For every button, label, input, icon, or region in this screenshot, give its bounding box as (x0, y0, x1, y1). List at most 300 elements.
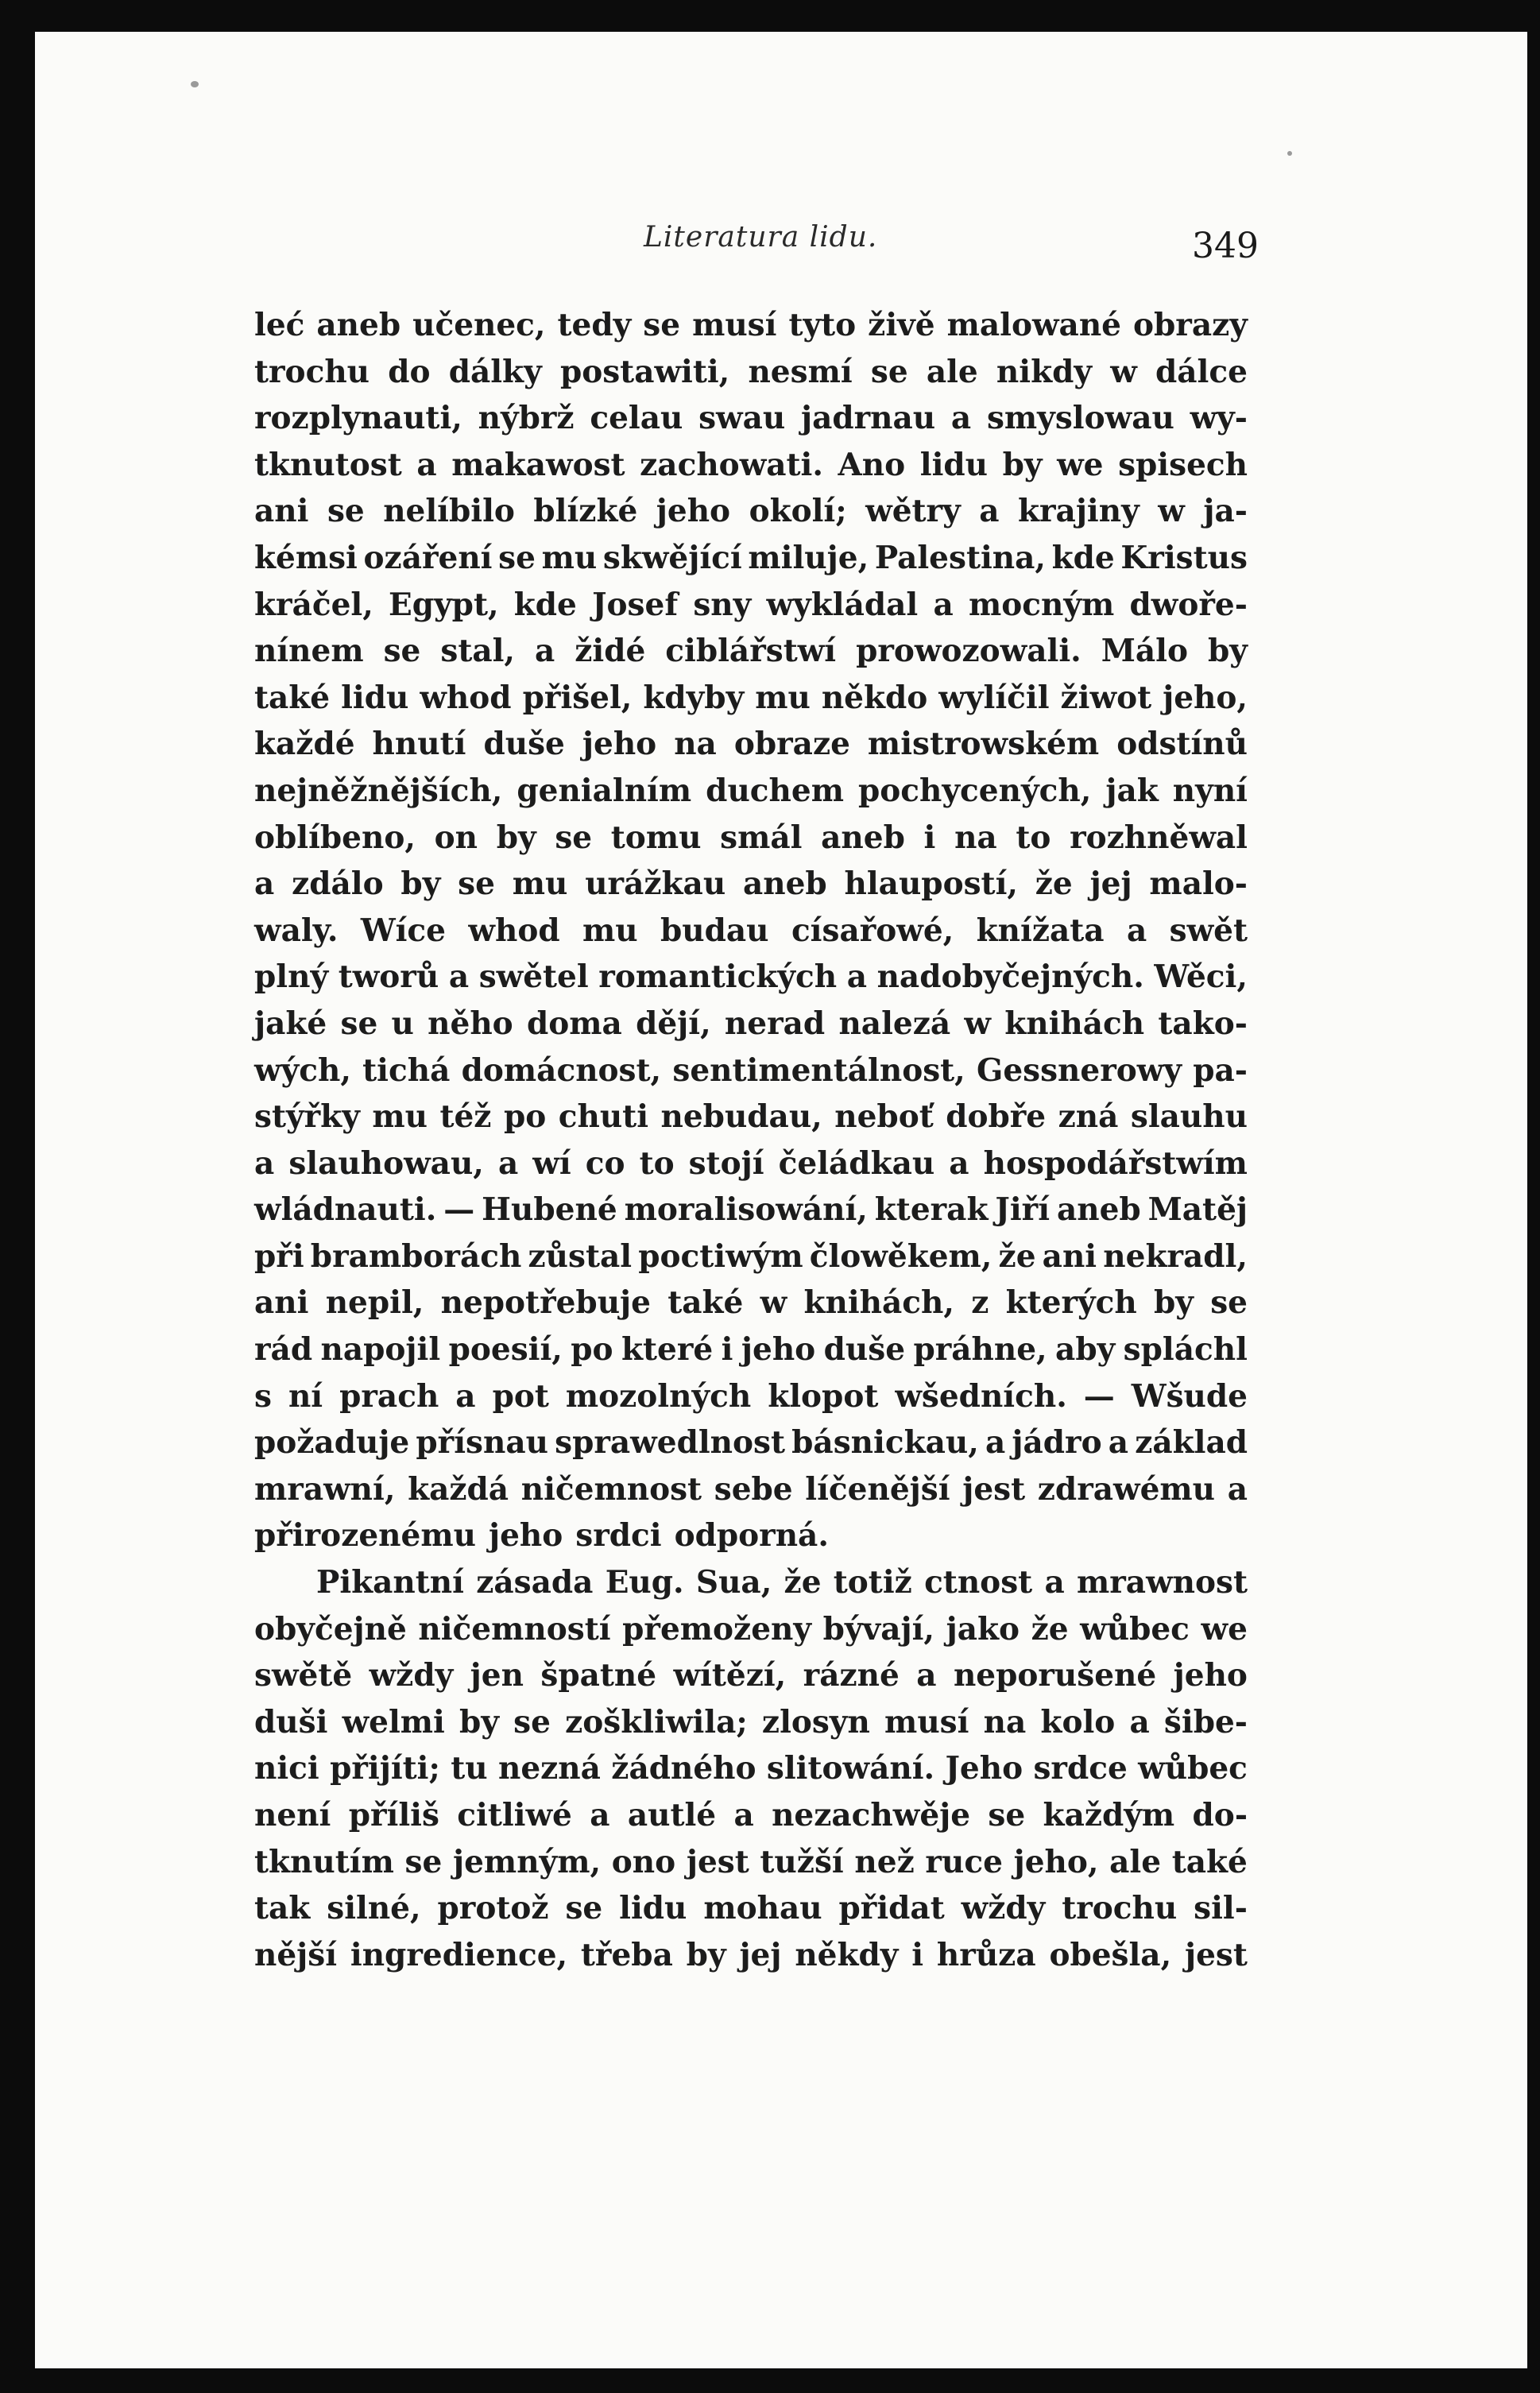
word: krajiny (1017, 493, 1140, 530)
word: ono (611, 1843, 676, 1880)
word: we (1201, 1610, 1248, 1648)
word: rozhněwal (1070, 819, 1248, 856)
word: swau (698, 400, 786, 437)
word: poctiwým (638, 1237, 803, 1275)
word: w (760, 1284, 787, 1322)
word: se (327, 493, 365, 530)
word: také (1171, 1843, 1248, 1880)
word: malowané (946, 307, 1121, 343)
word: musí (884, 1703, 969, 1741)
word: židé (575, 633, 646, 670)
word: i (911, 1936, 924, 1973)
word: se (870, 353, 908, 390)
word: pa- (1193, 1051, 1248, 1089)
word: musí (692, 307, 777, 343)
word: že (998, 1237, 1036, 1275)
word: dwoře- (1129, 586, 1248, 623)
word: to (639, 1144, 675, 1182)
word: se (498, 539, 536, 576)
word: poesií, (448, 1331, 563, 1369)
word: okolí; (749, 493, 847, 530)
word: při (254, 1237, 304, 1275)
word: a (534, 633, 555, 670)
word: z (971, 1284, 989, 1322)
word: postawiti, (559, 353, 730, 390)
word: kráčel, (254, 586, 373, 623)
word: kde (513, 586, 577, 623)
word: jest (1184, 1936, 1248, 1973)
word: špatné (540, 1657, 657, 1694)
text-line (254, 1512, 1248, 1559)
word: moralisowání, (624, 1191, 868, 1229)
word: se (565, 1890, 603, 1927)
word: hnutí (372, 726, 466, 763)
word: wy- (1190, 400, 1248, 437)
word: nesmí (748, 353, 853, 390)
word: a (979, 493, 1000, 530)
word: autlé (627, 1797, 717, 1833)
word: domácnost, (461, 1051, 662, 1089)
word: přísnau (416, 1424, 548, 1462)
word: jeho, (1013, 1843, 1099, 1880)
word: mistrowském (867, 726, 1100, 763)
word: jadrnau (800, 400, 936, 437)
word: aneb (821, 819, 905, 856)
word: a (497, 1144, 519, 1182)
word: a (1108, 1424, 1129, 1462)
word: není (254, 1797, 331, 1833)
word: Jeho (945, 1750, 1023, 1787)
word: by (496, 819, 536, 856)
ink-speck (191, 81, 199, 87)
text-line (254, 1606, 1248, 1653)
word: welmi (342, 1703, 445, 1741)
word: wykládal (766, 586, 919, 623)
word: nerad (724, 1005, 826, 1042)
word: mrawní, (254, 1470, 396, 1508)
word: příliš (348, 1797, 439, 1833)
text-line (254, 582, 1248, 629)
word: dobře (946, 1098, 1047, 1136)
word: ctnost (924, 1564, 1033, 1601)
word: stojí (688, 1144, 764, 1182)
word: tknutím (254, 1843, 394, 1880)
word: stýřky (254, 1098, 360, 1136)
word: sil- (1194, 1890, 1248, 1927)
word: po (503, 1098, 547, 1136)
word: by (686, 1936, 726, 1973)
word: wylíčil (938, 679, 1050, 716)
word: žádného (611, 1750, 756, 1787)
word: a (985, 1424, 1006, 1462)
word: wšedních. (895, 1377, 1067, 1415)
word: nici (254, 1750, 319, 1787)
word: s (254, 1377, 272, 1415)
word: Málo (1101, 633, 1188, 670)
word: sprawedlnost (555, 1424, 785, 1462)
text-line (254, 1839, 1248, 1886)
text-line (254, 1885, 1248, 1932)
word: smál (720, 819, 803, 856)
word: smyslowau (986, 400, 1174, 437)
word: Hubené (482, 1191, 617, 1229)
word: nebudau, (660, 1098, 822, 1136)
text-line (254, 768, 1248, 815)
word: jeho (488, 1517, 563, 1555)
word: Josef (592, 586, 679, 623)
word: nalezá (838, 1005, 951, 1042)
word: Eug. (605, 1564, 684, 1601)
word: wždy (961, 1890, 1046, 1927)
word: jest (962, 1470, 1026, 1508)
word: přišel, (522, 679, 633, 716)
word: genialním (517, 772, 692, 809)
word: a (448, 958, 470, 996)
text-line (254, 1419, 1248, 1466)
word: jaké (254, 1005, 327, 1042)
word: čeládkau (778, 1144, 935, 1182)
word: práhne, (913, 1331, 1047, 1369)
word: wítězí, (673, 1657, 787, 1694)
word: nýbrž (478, 400, 575, 437)
word: obešla, (1049, 1936, 1172, 1973)
word: nezná (497, 1750, 601, 1787)
word: se (555, 819, 593, 856)
word: živě (868, 307, 935, 343)
word: sebe (714, 1470, 793, 1508)
text-line (254, 861, 1248, 908)
word: a (254, 1144, 275, 1182)
word: lidu (341, 679, 409, 716)
word: neporušené (953, 1657, 1157, 1694)
text-line (254, 1140, 1248, 1187)
word: w (1110, 353, 1137, 390)
text-line (254, 908, 1248, 954)
word: Kristus (1120, 539, 1248, 576)
word: Egypt, (389, 586, 499, 623)
word: kterak (874, 1191, 989, 1229)
word: knihách, (803, 1284, 954, 1322)
word: zdálo (292, 865, 384, 903)
text-line (254, 675, 1248, 722)
word: šibe- (1163, 1703, 1248, 1741)
word: mocným (968, 586, 1115, 623)
word: neboť (834, 1098, 934, 1136)
text-line (254, 1932, 1248, 1979)
word: a (933, 586, 954, 623)
word: než (854, 1843, 915, 1880)
word: sny (693, 586, 752, 623)
word: chuti (558, 1098, 649, 1136)
word: nější (254, 1936, 338, 1973)
word: obraze (733, 726, 850, 763)
word: duši (254, 1703, 328, 1741)
word: ní (288, 1377, 323, 1415)
word: Pikantní (316, 1564, 464, 1601)
text-line (254, 349, 1248, 396)
word: a (949, 1144, 969, 1182)
text-line (254, 1745, 1248, 1792)
word: přidat (838, 1890, 945, 1927)
word: wých, (254, 1051, 351, 1089)
word: tedy (557, 307, 632, 343)
word: do (388, 353, 431, 390)
word: ale (926, 353, 978, 390)
word: každá (408, 1470, 509, 1508)
word: jej (739, 1936, 782, 1973)
word: kolo (1040, 1703, 1116, 1741)
word: hrůza (936, 1936, 1036, 1973)
word: kterých (1005, 1284, 1137, 1322)
word: rázné (803, 1657, 900, 1694)
word: swětel (478, 958, 589, 996)
word: přirozenému (254, 1517, 476, 1555)
word: člowěkem, (809, 1237, 992, 1275)
word: whod (468, 912, 560, 949)
word: zachowati. (640, 446, 823, 483)
word: Sua, (695, 1564, 772, 1601)
word: a (1126, 912, 1147, 949)
word: trochu (254, 353, 370, 390)
word: že (1035, 865, 1073, 903)
word: wládnauti. (254, 1191, 437, 1229)
word: jest (686, 1843, 749, 1880)
text-line (254, 302, 1248, 349)
word: nadobyčejných. (876, 958, 1144, 996)
word: a (590, 1797, 610, 1833)
word: mu (755, 679, 811, 716)
word: kémsi (254, 539, 358, 576)
word: každé (254, 726, 355, 763)
word: knihách (1004, 1005, 1145, 1042)
word: ozáření (363, 539, 493, 576)
word: rád (254, 1331, 313, 1369)
word: totiž (833, 1564, 912, 1601)
word: se (404, 1843, 443, 1880)
text-line (254, 628, 1248, 675)
word: po (571, 1331, 613, 1369)
word: budau (660, 912, 769, 949)
text-line (254, 1699, 1248, 1746)
word: Palestina, (874, 539, 1046, 576)
word: mu (512, 865, 568, 903)
word: nínem (254, 633, 364, 670)
word: Ano (838, 446, 906, 483)
word: a (950, 400, 972, 437)
text-line (254, 1001, 1248, 1047)
word: nepil, (325, 1284, 424, 1322)
word: napojil (320, 1331, 441, 1369)
word: na (674, 726, 717, 763)
word: zásada (476, 1564, 594, 1601)
word: aneb (1056, 1191, 1141, 1229)
word: ani (254, 1284, 309, 1322)
word: silné, (327, 1890, 421, 1927)
word: něho (428, 1005, 513, 1042)
word: odporná. (674, 1517, 829, 1555)
word: ciblářstwí (665, 633, 837, 670)
word: srdce (1033, 1750, 1128, 1787)
word: mu (372, 1098, 428, 1136)
word: Wšude (1131, 1377, 1248, 1415)
word: nepotřebuje (440, 1284, 651, 1322)
word: to (1016, 819, 1051, 856)
word: kde (1051, 539, 1115, 576)
word: dálky (448, 353, 542, 390)
word: dějí, (636, 1005, 711, 1042)
word: přemoženy (622, 1610, 812, 1648)
word: wůbec (1138, 1750, 1248, 1787)
word: jen (470, 1657, 524, 1694)
text-line (254, 442, 1248, 489)
word: dálce (1155, 353, 1248, 390)
word: Matěj (1147, 1191, 1248, 1229)
word: celau (590, 400, 683, 437)
word: prach (339, 1377, 439, 1415)
word: Wěci, (1154, 958, 1248, 996)
word: básnickau, (791, 1424, 979, 1462)
word: slauhu (1130, 1098, 1248, 1136)
paragraph (254, 302, 1248, 1559)
word: lidu (619, 1890, 687, 1927)
text-line (254, 1280, 1248, 1326)
word: na (954, 819, 997, 856)
word: tužší (760, 1843, 844, 1880)
word: romantických (598, 958, 838, 996)
word: sentimentálnost, (672, 1051, 965, 1089)
word: někdy (795, 1936, 899, 1973)
word: duše (483, 726, 565, 763)
word: leć (254, 307, 305, 343)
word: a (733, 1797, 754, 1833)
word: tyto (788, 307, 857, 343)
word: jeho, (1163, 679, 1248, 716)
word: spisech (1118, 446, 1248, 483)
word: w (964, 1005, 991, 1042)
word: též (439, 1098, 492, 1136)
word: jak (1105, 772, 1159, 809)
word: stal, (440, 633, 515, 670)
word: trochu (1062, 1890, 1178, 1927)
text-line (254, 535, 1248, 582)
word: někdo (821, 679, 928, 716)
word: základ (1135, 1424, 1248, 1462)
word: a (455, 1377, 476, 1415)
word: pochycených, (858, 772, 1092, 809)
word: které (621, 1331, 714, 1369)
text-line (254, 1326, 1248, 1373)
word: wí (532, 1144, 571, 1182)
word: slauhowau, (288, 1144, 484, 1182)
text-line (254, 1187, 1248, 1233)
text-line (254, 1094, 1248, 1140)
word: miluje, (748, 539, 869, 576)
word: tknutost (254, 446, 402, 483)
word: a (1227, 1470, 1248, 1508)
word: by (1207, 633, 1248, 670)
text-line (254, 488, 1248, 535)
page-number: 349 (1192, 226, 1259, 266)
word: knížata (976, 912, 1105, 949)
word: zůstal (528, 1237, 633, 1275)
word: jeho (582, 726, 657, 763)
word: by (459, 1703, 499, 1741)
word: nikdy (996, 353, 1093, 390)
word: duchem (706, 772, 844, 809)
word: že (784, 1564, 822, 1601)
word: nekradl, (1103, 1237, 1248, 1275)
word: požaduje (254, 1424, 410, 1462)
word: se (340, 1005, 378, 1042)
word: co (585, 1144, 625, 1182)
text-line (254, 954, 1248, 1001)
word: lidu (919, 446, 989, 483)
word: tak (254, 1890, 311, 1927)
text-line (254, 1373, 1248, 1420)
word: hospodářstwím (983, 1144, 1248, 1182)
word: srdci (575, 1517, 662, 1555)
text-line (254, 1047, 1248, 1094)
word: se (513, 1703, 551, 1741)
word: zlosyn (761, 1703, 870, 1741)
word: ruce (925, 1843, 1003, 1880)
word: tu (451, 1750, 488, 1787)
word: slitowání. (766, 1750, 935, 1787)
word: císařowé, (791, 912, 954, 949)
word: a (254, 865, 275, 903)
word: se (1210, 1284, 1248, 1322)
word: žiwot (1060, 679, 1152, 716)
word: zoškliwila; (565, 1703, 748, 1741)
word: blízké (533, 493, 638, 530)
word: doma (526, 1005, 622, 1042)
word: že (1031, 1610, 1069, 1648)
word: mu (541, 539, 598, 576)
word: tako- (1158, 1005, 1248, 1042)
word: třeba (580, 1936, 673, 1973)
word: jeho (656, 493, 731, 530)
word: jeho (741, 1331, 816, 1369)
word: waly. (254, 912, 339, 949)
word: jej (1089, 865, 1132, 903)
word: nejněžnějších, (254, 772, 503, 809)
word: prowozowali. (856, 633, 1081, 670)
word: — (443, 1191, 475, 1229)
word: wůbec (1080, 1610, 1190, 1648)
word: zdrawému (1037, 1470, 1216, 1508)
text-line (254, 815, 1248, 862)
word: také (667, 1284, 744, 1322)
word: we (1057, 446, 1104, 483)
word: se (643, 307, 681, 343)
word: i (721, 1331, 733, 1369)
word: jemným, (453, 1843, 602, 1880)
word: klopot (768, 1377, 879, 1415)
word: hlaupostí, (844, 865, 1018, 903)
running-head (254, 221, 1271, 277)
word: ale (1109, 1843, 1162, 1880)
word: whod (420, 679, 512, 716)
text-line (254, 1792, 1248, 1839)
word: do- (1192, 1797, 1248, 1833)
word: tworů (338, 958, 439, 996)
word: bývají, (822, 1610, 934, 1648)
word: nezachwěje (772, 1797, 971, 1833)
word: wždy (369, 1657, 454, 1694)
word: každým (1043, 1797, 1175, 1833)
word: mohau (703, 1890, 822, 1927)
word: aneb (316, 307, 401, 343)
